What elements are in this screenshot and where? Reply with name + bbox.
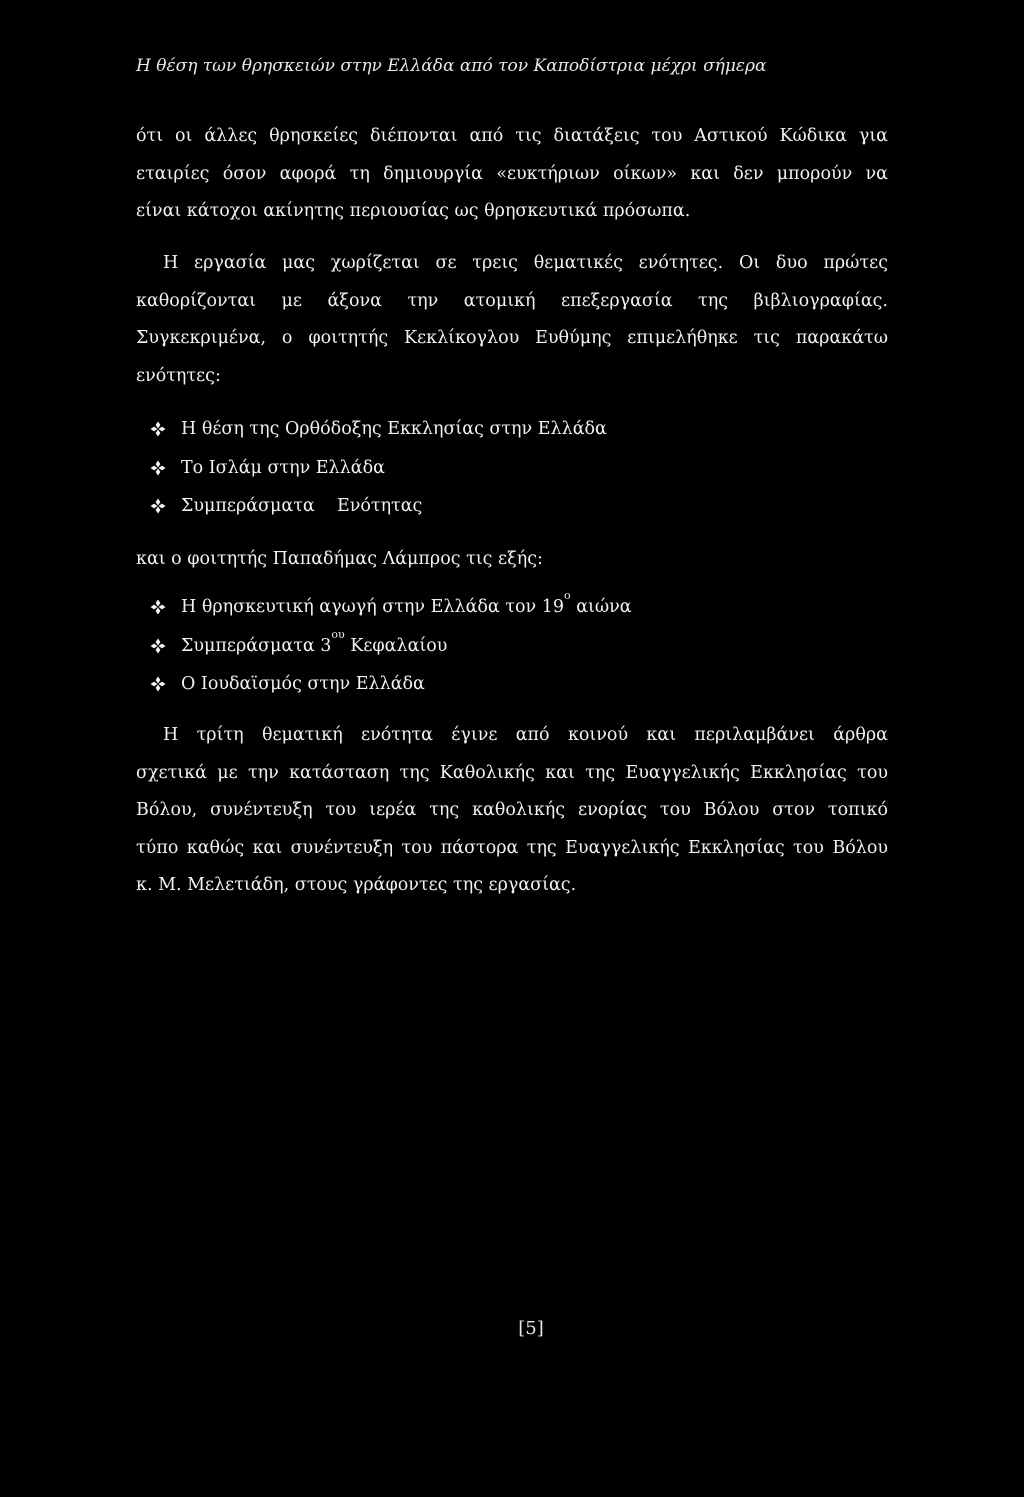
list-item-text: Συμπεράσματα Ενότητας xyxy=(181,496,423,516)
paragraph-3-line-5: κ. Μ. Μελετιάδη, στους γράφοντες της εργασίας. xyxy=(136,875,577,895)
paragraph-3-line-1: Η τρίτη θεματική ενότητα έγινε από κοινού και περιλαμβάνει άρθρα xyxy=(163,725,888,745)
list-item xyxy=(150,627,632,666)
paragraph-1-line-1: ότι οι άλλες θρησκείες διέπονται από τις διατάξεις του Αστικού Κώδικα για xyxy=(136,126,888,146)
list-item-text xyxy=(181,627,447,666)
four-diamond-bullet-icon xyxy=(150,676,166,692)
list-item xyxy=(150,665,632,704)
four-diamond-bullet-icon xyxy=(150,599,166,615)
bullet-list-1 xyxy=(150,410,607,526)
page-number: [5] xyxy=(518,1318,544,1339)
paragraph-2-line-2: καθορίζονται με άξονα την ατομική επεξεργασία της βιβλιογραφίας. xyxy=(136,290,888,311)
paragraph-2 xyxy=(136,245,888,395)
ordinal-superscript: ου xyxy=(331,627,345,641)
paragraph-3-line-3: Βόλου, συνέντευξη του ιερέα της καθολικής ενορίας του Βόλου στον τοπικό xyxy=(136,800,888,820)
list-item-text xyxy=(181,588,632,627)
paragraph-1-line-3: είναι κάτοχοι ακίνητης περιουσίας ως θρησκευτικά πρόσωπα. xyxy=(136,201,691,221)
list-item-text-main: Η θρησκευτική αγωγή στην Ελλάδα τον 19 xyxy=(181,597,564,617)
list-item-text-tail: αιώνα xyxy=(570,597,632,617)
list-item xyxy=(150,588,632,627)
four-diamond-bullet-icon xyxy=(150,460,166,476)
list-item-text-tail: Κεφαλαίου xyxy=(344,635,448,656)
paragraph-1-line-2: εταιρίες όσον αφορά τη δημιουργία «ευκτήριων οίκων» και δεν μπορούν να xyxy=(136,163,888,184)
list-item-text: Ο Ιουδαϊσμός στην Ελλάδα xyxy=(181,674,425,694)
paragraph-3 xyxy=(136,717,888,905)
paragraph-3-line-2: σχετικά με την κατάσταση της Καθολικής και της Ευαγγελικής Εκκλησίας του xyxy=(136,762,888,783)
running-header: Η θέση των θρησκειών στην Ελλάδα από τον Καποδίστρια μέχρι σήμερα xyxy=(136,56,767,76)
list-item xyxy=(150,449,607,488)
list-2-intro: και ο φοιτητής Παπαδήμας Λάμπρος τις εξής: xyxy=(136,549,543,569)
four-diamond-bullet-icon xyxy=(150,498,166,514)
paragraph-2-line-4: ενότητες: xyxy=(136,365,221,386)
list-item xyxy=(150,410,607,449)
list-item-text: Το Ισλάμ στην Ελλάδα xyxy=(181,457,385,478)
ordinal-superscript: ο xyxy=(564,589,571,603)
four-diamond-bullet-icon xyxy=(150,421,166,437)
list-item-text: Η θέση της Ορθόδοξης Εκκλησίας στην Ελλάδα xyxy=(181,419,607,439)
four-diamond-bullet-icon xyxy=(150,638,166,654)
list-item-text-main: Συμπεράσματα 3 xyxy=(181,635,332,656)
list-item xyxy=(150,487,607,526)
paragraph-2-line-3: Συγκεκριμένα, ο φοιτητής Κεκλίκογλου Ευθύμης επιμελήθηκε τις παρακάτω xyxy=(136,328,888,348)
bullet-list-2 xyxy=(150,588,632,704)
paragraph-3-line-4: τύπο καθώς και συνέντευξη του πάστορα της Ευαγγελικής Εκκλησίας του Βόλου xyxy=(136,837,888,858)
paragraph-2-line-1: Η εργασία μας χωρίζεται σε τρεις θεματικές ενότητες. Οι δυο πρώτες xyxy=(163,253,888,273)
paragraph-1 xyxy=(136,118,888,231)
